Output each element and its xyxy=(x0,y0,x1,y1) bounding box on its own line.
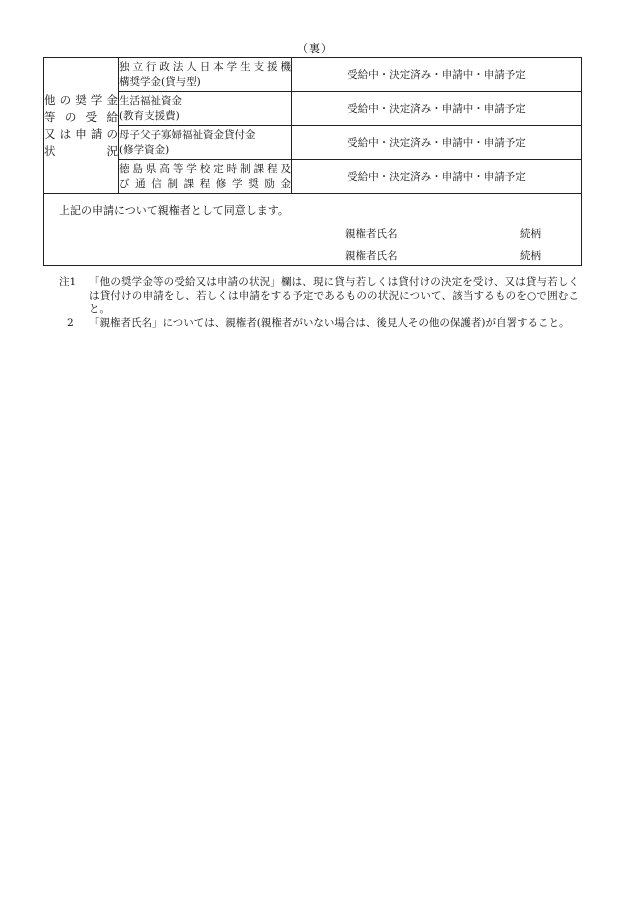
note-item xyxy=(59,317,579,331)
scholarship-name-line1: 徳島県高等学校定時制課程及 xyxy=(119,162,291,175)
scholarship-name-line2: 構奨学金(貸与型) xyxy=(119,75,201,88)
consent-section xyxy=(44,194,582,266)
table-row xyxy=(44,92,582,126)
scholarship-name-line1: 独立行政法人日本学生支援機 xyxy=(119,60,291,73)
scholarship-name xyxy=(119,126,292,160)
note-number: 注1 xyxy=(59,276,77,288)
scholarship-name xyxy=(119,160,292,194)
status-options[interactable]: 受給中・決定済み・申請中・申請予定 xyxy=(292,92,582,126)
row-heading-line: 他の奨学金 xyxy=(44,92,118,107)
note-text: 「親権者氏名」については、親権者(親権者がいない場合は、後見人その他の保護者)が自署すること。 xyxy=(89,316,570,329)
status-options[interactable]: 受給中・決定済み・申請中・申請予定 xyxy=(292,126,582,160)
consent-row xyxy=(44,194,582,266)
parent-name-label[interactable]: 親権者氏名 xyxy=(345,228,398,240)
scholarship-status-table xyxy=(43,57,582,266)
page-header: （裏） xyxy=(297,42,333,55)
parent-name-label[interactable]: 親権者氏名 xyxy=(345,250,398,262)
table-row xyxy=(44,126,582,160)
relationship-label[interactable]: 続柄 xyxy=(520,228,541,240)
scholarship-name-line1: 生活福祉資金 xyxy=(119,94,182,107)
scholarship-name-line1: 母子父子寡婦福祉資金貸付金 xyxy=(119,128,256,141)
note-number: 2 xyxy=(67,316,74,329)
scholarship-name-line2: (教育支援費) xyxy=(119,109,180,122)
status-options[interactable]: 受給中・決定済み・申請中・申請予定 xyxy=(292,160,582,194)
notes-section xyxy=(59,276,579,330)
scholarship-name-line2: び通信制課程修学奨励金 xyxy=(119,177,291,190)
row-heading-line: 状 況 xyxy=(44,143,118,158)
scholarship-name-line2: (修学資金) xyxy=(119,143,170,156)
row-heading-line: 又は申請の xyxy=(44,126,118,141)
row-heading xyxy=(44,58,119,194)
scholarship-name xyxy=(119,92,292,126)
table-row xyxy=(44,58,582,92)
row-heading-line: 等の受給 xyxy=(44,109,118,124)
relationship-label[interactable]: 続柄 xyxy=(520,250,541,262)
consent-text: 上記の申請について親権者として同意します。 xyxy=(59,204,289,217)
table-row xyxy=(44,160,582,194)
note-item xyxy=(59,276,579,317)
note-text: 「他の奨学金等の受給又は申請の状況」欄は、現に貸与若しくは貸付けの決定を受け、又は貸与若しくは貸付けの申請をし、若しくは申請をする予定であるものの状況について、該当するものを○で囲むこと。 xyxy=(89,276,579,315)
status-options[interactable]: 受給中・決定済み・申請中・申請予定 xyxy=(292,58,582,92)
scholarship-name xyxy=(119,58,292,92)
